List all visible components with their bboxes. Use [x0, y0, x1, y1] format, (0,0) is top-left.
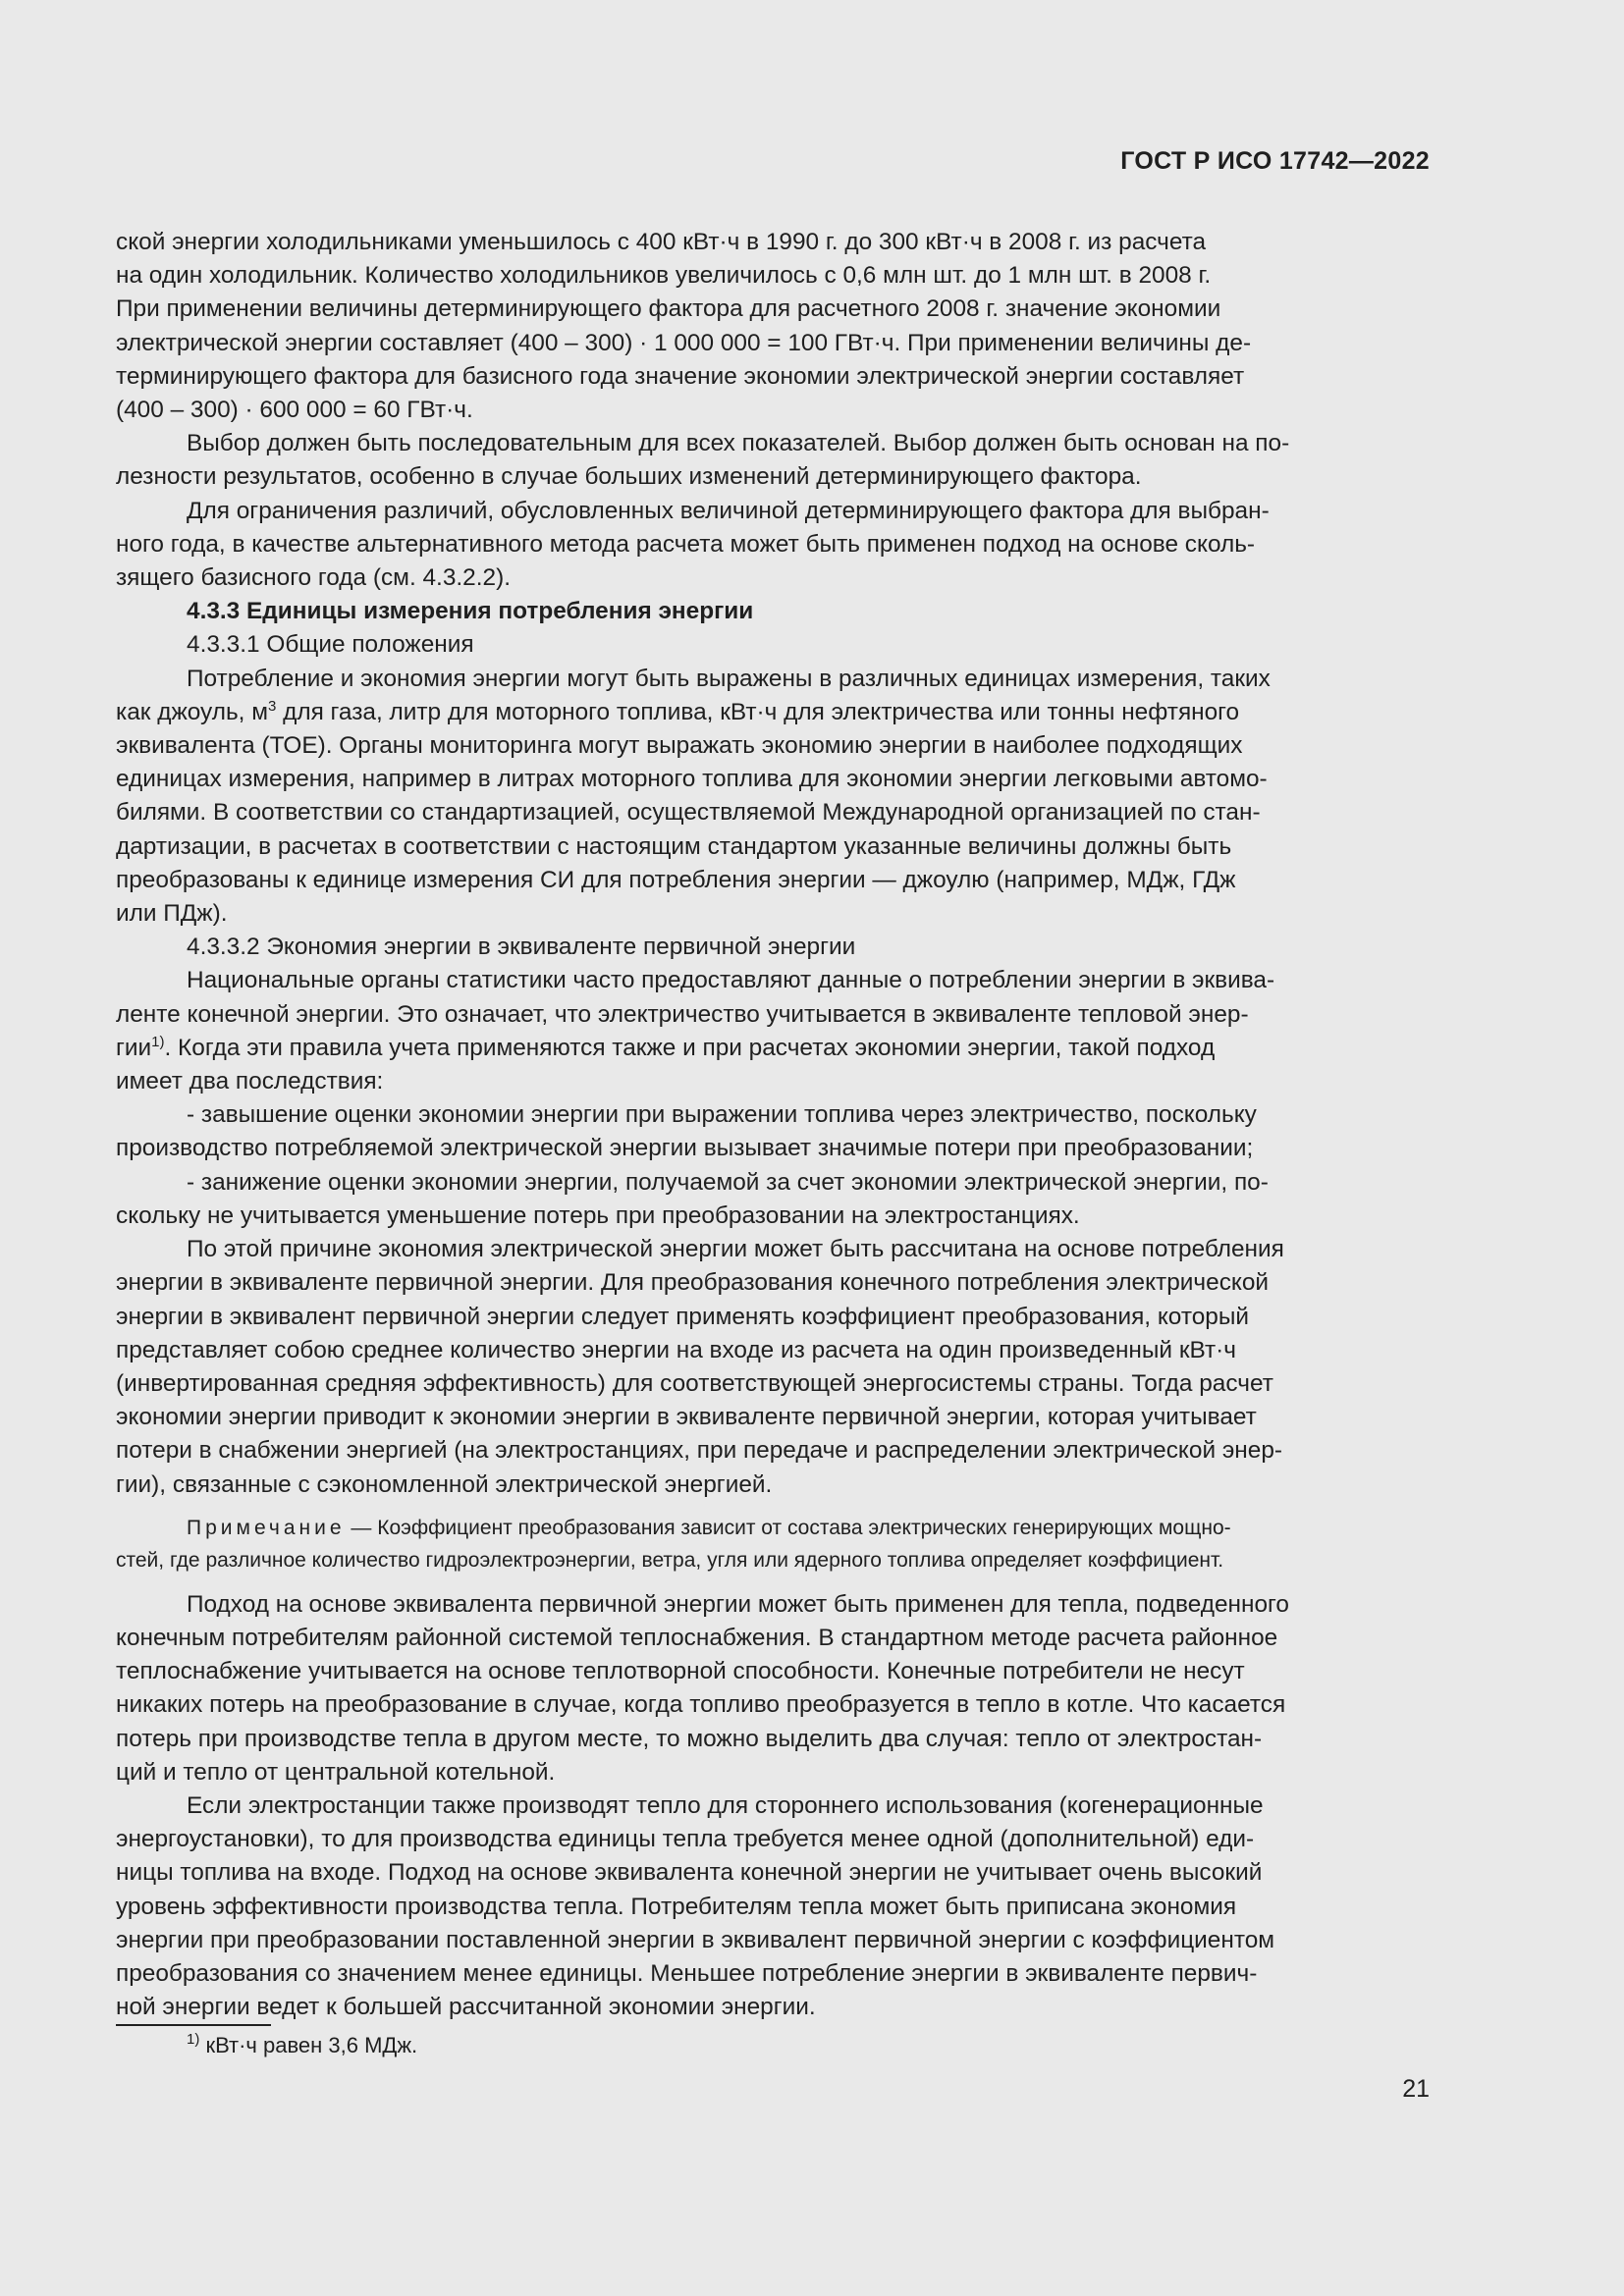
text-line [116, 696, 1430, 729]
footnote-reference: 1) [151, 1033, 165, 1050]
text-line: По этой причине экономия электрической энергии может быть рассчитана на основе потребления [187, 1236, 1284, 1263]
text-fragment: Коэффициент преобразования зависит от состава электрических генерирующих мощно- [377, 1516, 1231, 1539]
text-line: единицах измерения, например в литрах моторного топлива для экономии энергии легковыми автомо- [116, 766, 1268, 793]
text-line: гии), связанные с сэкономленной электрической энергией. [116, 1470, 773, 1498]
superscript: 3 [267, 697, 277, 715]
text-line: уровень эффективности производства тепла. Потребителям тепла может быть приписана экономия [116, 1893, 1237, 1920]
text-line: энергоустановки), то для производства единицы тепла требуется менее одной (дополнительной) еди- [116, 1826, 1255, 1853]
text-line: стей, где различное количество гидроэлектроэнергии, ветра, угля или ядерного топлива определяет коэффициент. [116, 1548, 1224, 1572]
note-label: Примечание [187, 1516, 346, 1539]
paragraph-units [116, 663, 1430, 932]
text-line: потерь при производстве тепла в другом месте, то можно выделить два случая: тепло от электростан- [116, 1725, 1263, 1752]
text-line: (400 – 300) · 600 000 = 60 ГВт·ч. [116, 397, 473, 424]
text-line: преобразования со значением менее единицы. Меньшее потребление энергии в эквиваленте первич- [116, 1959, 1258, 1987]
text-line: ленте конечной энергии. Это означает, что электричество учитывается в эквиваленте тепловой энер- [116, 1000, 1249, 1028]
text-line: При применении величины детерминирующего фактора для расчетного 2008 г. значение экономии [116, 295, 1221, 323]
text-fragment: как джоуль, м [116, 698, 268, 725]
text-line: конечным потребителям районной системой теплоснабжения. В стандартном методе расчета районное [116, 1624, 1278, 1651]
text-line: энергии в эквиваленте первичной энергии. Для преобразования конечного потребления электрической [116, 1269, 1270, 1297]
text-line: производство потребляемой электрической энергии вызывает значимые потери при преобразовании; [116, 1135, 1254, 1162]
text-line: Для ограничения различий, обусловленных величиной детерминирующего фактора для выбран- [187, 497, 1270, 524]
text-line: потери в снабжении энергией (на электростанциях, при передаче и распределении электрической энер- [116, 1437, 1283, 1465]
text-line: Потребление и экономия энергии могут быть выражены в различных единицах измерения, таких [187, 665, 1271, 692]
text-line: ницы топлива на входе. Подход на основе эквивалента конечной энергии не учитывает очень высокий [116, 1859, 1263, 1887]
text-line: билями. В соответствии со стандартизацией, осуществляемой Международной организацией по стан- [116, 799, 1261, 827]
text-line: или ПДж). [116, 900, 228, 928]
text-line [116, 1512, 1430, 1544]
text-line: - завышение оценки экономии энергии при выражении топлива через электричество, поскольку [187, 1101, 1257, 1129]
text-line: Подход на основе эквивалента первичной энергии может быть применен для тепла, подведенного [187, 1590, 1289, 1618]
footnote [187, 2030, 417, 2061]
text-line: дартизации, в расчетах в соответствии с настоящим стандартом указанные величины должны быть [116, 832, 1232, 860]
text-line: экономии энергии приводит к экономии энергии в эквиваленте первичной энергии, которая учитывает [116, 1404, 1257, 1431]
text-fragment: . Когда эти правила учета применяются также и при расчетах экономии энергии, такой подход [164, 1034, 1216, 1061]
paragraph-primary-energy [116, 1233, 1430, 1502]
subsection-heading-4-3-3-2: 4.3.3.2 Экономия энергии в эквиваленте первичной энергии [187, 934, 856, 961]
footnote-divider [116, 2024, 271, 2026]
paragraph-statistics [116, 964, 1430, 1098]
text-line: на один холодильник. Количество холодильников увеличилось с 0,6 млн шт. до 1 млн шт. в 2008 г. [116, 262, 1212, 290]
text-line: лезности результатов, особенно в случае больших изменений детерминирующего фактора. [116, 463, 1142, 491]
text-line: имеет два последствия: [116, 1068, 384, 1095]
page-number: 21 [1402, 2075, 1430, 2103]
text-line: ций и тепло от центральной котельной. [116, 1758, 556, 1786]
text-line: скольку не учитывается уменьшение потерь при преобразовании на электростанциях. [116, 1201, 1080, 1229]
text-line: эквивалента (ТОЕ). Органы мониторинга могут выражать экономию энергии в наиболее подходящих [116, 732, 1243, 760]
text-line: - занижение оценки экономии энергии, получаемой за счет экономии электрической энергии, по- [187, 1168, 1269, 1196]
section-heading-4-3-3: 4.3.3 Единицы измерения потребления энергии [187, 598, 754, 625]
note-block [116, 1512, 1430, 1576]
footnote-marker: 1) [187, 2031, 200, 2048]
text-fragment: для газа, литр для моторного топлива, кВт·ч для электричества или тонны нефтяного [276, 698, 1240, 725]
paragraph-district-heating [116, 1588, 1430, 1789]
paragraph-cogeneration [116, 1789, 1430, 2024]
paragraph-refrigerators [116, 226, 1430, 427]
text-line: энергии в эквивалент первичной энергии следует применять коэффициент преобразования, который [116, 1303, 1250, 1330]
document-header: ГОСТ Р ИСО 17742—2022 [1120, 147, 1430, 175]
text-line: зящего базисного года (см. 4.3.2.2). [116, 564, 511, 592]
text-fragment: гии [116, 1034, 152, 1061]
text-line: никаких потерь на преобразование в случае, когда топливо преобразуется в тепло в котле. Что касается [116, 1691, 1286, 1719]
paragraph-limiting-differences [116, 495, 1430, 596]
subsection-heading-4-3-3-1: 4.3.3.1 Общие положения [187, 631, 474, 659]
text-line: теплоснабжение учитывается на основе теплотворной способности. Конечные потребители не несут [116, 1658, 1245, 1685]
document-body [116, 226, 1430, 2024]
list-item-underestimation [116, 1166, 1430, 1233]
text-line: Выбор должен быть последовательным для всех показателей. Выбор должен быть основан на по- [187, 430, 1290, 457]
note-dash: — [345, 1516, 378, 1539]
text-line: (инвертированная средняя эффективность) для соответствующей энергосистемы страны. Тогда расчет [116, 1369, 1273, 1397]
footnote-text: кВт·ч равен 3,6 МДж. [199, 2033, 418, 2057]
text-line: электрической энергии составляет (400 – 300) · 1 000 000 = 100 ГВт·ч. При применении величины де- [116, 329, 1252, 356]
text-line: ного года, в качестве альтернативного метода расчета может быть применен подход на основе сколь- [116, 530, 1256, 558]
text-line: ской энергии холодильниками уменьшилось с 400 кВт·ч в 1990 г. до 300 кВт·ч в 2008 г. из расчета [116, 229, 1207, 255]
text-line: преобразованы к единице измерения СИ для потребления энергии — джоулю (например, МДж, ГДж [116, 866, 1236, 893]
text-line: энергии при преобразовании поставленной энергии в эквивалент первичной энергии с коэффициентом [116, 1926, 1275, 1953]
text-line: Национальные органы статистики часто предоставляют данные о потреблении энергии в эквива- [187, 967, 1275, 994]
text-line: представляет собою среднее количество энергии на входе из расчета на один произведенный кВт·ч [116, 1336, 1236, 1363]
list-item-overestimation [116, 1098, 1430, 1165]
paragraph-choice-consistency [116, 427, 1430, 494]
text-line [116, 1032, 1430, 1065]
text-line: ной энергии ведет к большей рассчитанной экономии энергии. [116, 1994, 816, 2021]
text-line: Если электростанции также производят тепло для стороннего использования (когенерационные [187, 1791, 1264, 1819]
text-line: терминирующего фактора для базисного года значение экономии электрической энергии составляет [116, 362, 1245, 390]
